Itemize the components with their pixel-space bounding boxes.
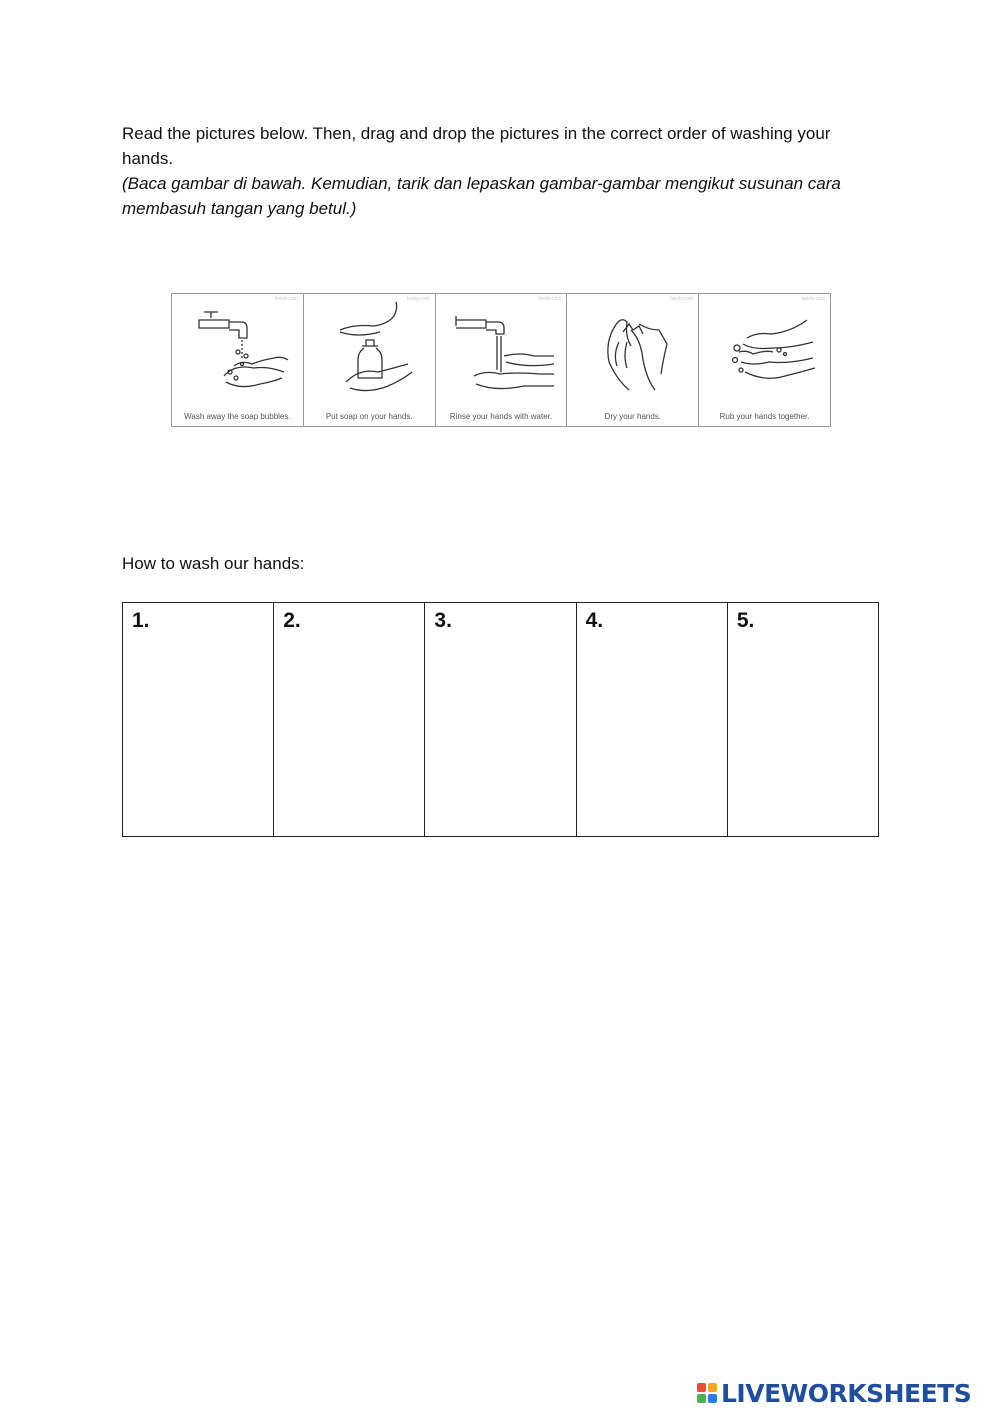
- drop-slot-4[interactable]: [577, 603, 728, 836]
- picture-card-rinse[interactable]: [436, 294, 568, 426]
- answer-grid: [122, 602, 879, 837]
- picture-card-dry[interactable]: [567, 294, 699, 426]
- picture-card-put-soap[interactable]: [304, 294, 436, 426]
- instruction-malay: (Baca gambar di bawah. Kemudian, tarik dan lepaskan gambar-gambar mengikut susunan cara membasuh tangan yang betul.): [122, 174, 841, 218]
- card-watermark: twisty.com: [274, 296, 298, 302]
- soap-dispenser-icon: [316, 302, 424, 402]
- slot-number: 2.: [283, 609, 301, 632]
- instructions: [122, 121, 882, 221]
- instruction-english: Read the pictures below. Then, drag and drop the pictures in the correct order of washing your hands.: [122, 124, 831, 168]
- slot-number: 5.: [736, 609, 755, 632]
- liveworksheets-logo[interactable]: [697, 1378, 971, 1408]
- answer-heading: How to wash our hands:: [122, 554, 305, 573]
- towel-hands-icon: [579, 302, 687, 402]
- card-caption: Dry your hands.: [604, 412, 662, 421]
- picture-bank: [171, 293, 831, 427]
- logo-text: LIVEWORKSHEETS: [721, 1378, 972, 1408]
- card-watermark: twisty.com: [802, 296, 825, 302]
- drop-slot-1[interactable]: [123, 603, 274, 836]
- card-caption: Rinse your hands with water.: [449, 412, 553, 421]
- card-caption: Put soap on your hands.: [325, 412, 413, 421]
- picture-card-rub[interactable]: [699, 294, 830, 426]
- card-watermark: twisty.com: [406, 296, 430, 302]
- slot-number: 4.: [585, 609, 604, 632]
- drop-slot-3[interactable]: [425, 603, 576, 836]
- card-caption: Rub your hands together.: [719, 412, 810, 421]
- card-caption: Wash away the soap bubbles.: [184, 412, 291, 421]
- logo-blocks-icon: [697, 1383, 717, 1403]
- card-watermark: twisty.com: [670, 296, 694, 302]
- rubbing-hands-icon: [711, 302, 819, 402]
- drop-slot-5[interactable]: [728, 603, 878, 836]
- card-watermark: twisty.com: [538, 296, 562, 302]
- picture-card-wash-away-bubbles[interactable]: [172, 294, 304, 426]
- slot-number: 3.: [434, 609, 452, 632]
- running-tap-icon: [448, 302, 556, 402]
- tap-with-bubbles-icon: [184, 302, 292, 402]
- drop-slot-2[interactable]: [274, 603, 425, 836]
- slot-number: 1.: [132, 609, 150, 632]
